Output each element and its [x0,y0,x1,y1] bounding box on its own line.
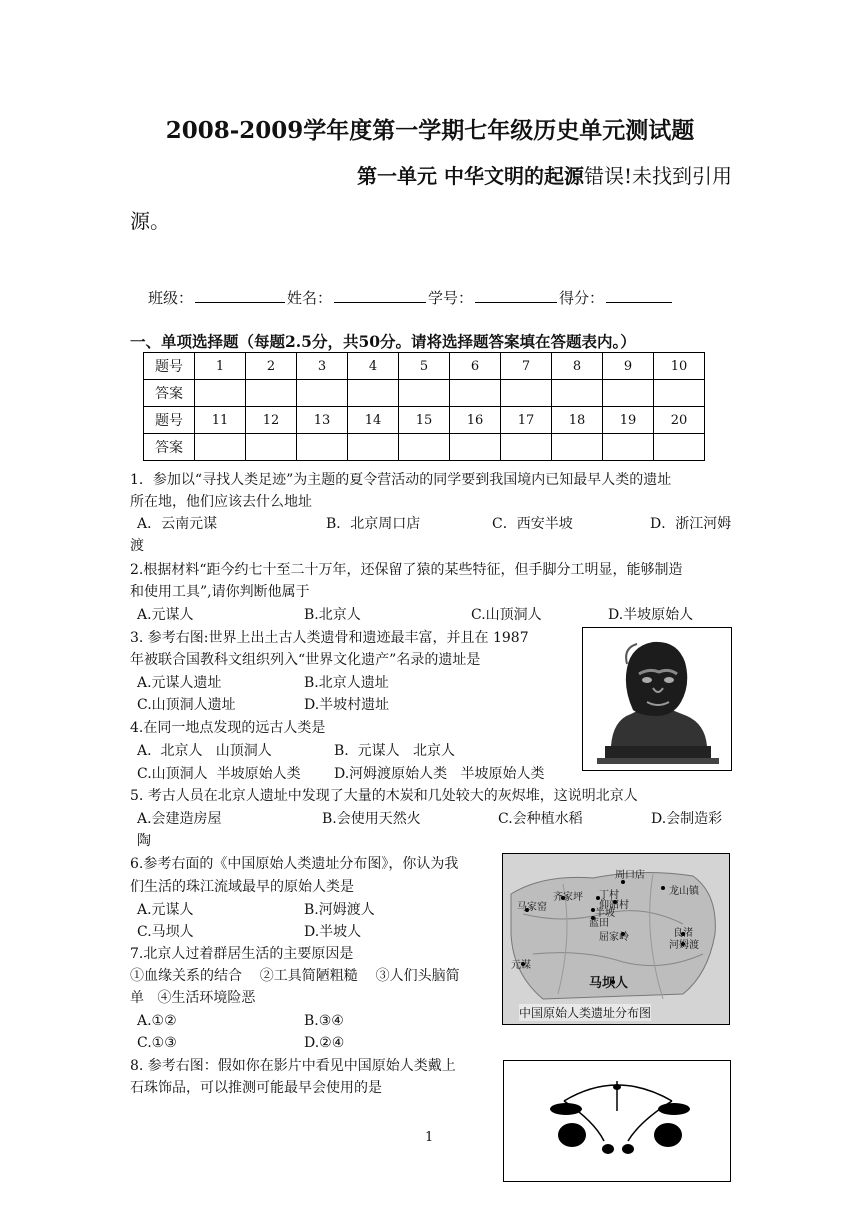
num-cell: 20 [654,407,705,434]
q7-option-a: A.①② [137,1013,177,1029]
num-cell: 2 [246,353,297,380]
q2-option-b: B.北京人 [304,607,361,623]
answer-cell[interactable] [450,380,501,407]
num-cell: 4 [348,353,399,380]
map-label: 马家窑 [517,902,547,913]
q5-option-d-cont: 陶 [137,833,151,849]
question-1-text-cont: 所在地，他们应该去什么地址 [130,494,312,510]
question-7-text: 7.北京人过着群居生活的主要原因是 [130,946,354,962]
unit-subtitle-continuation: 源。 [130,209,170,233]
num-cell: 3 [297,353,348,380]
q7-option-d: D.②④ [304,1035,345,1051]
peking-man-bust-image [582,627,732,771]
answer-cell[interactable] [297,380,348,407]
map-label: 齐家坪 [553,892,583,903]
num-cell: 10 [654,353,705,380]
unit-title: 第一单元 中华文明的起源 [356,164,584,188]
q7-option-b: B.③④ [304,1013,344,1029]
num-cell: 6 [450,353,501,380]
question-3-text-cont: 年被联合国教科文组织列入“世界文化遗产”名录的遗址是 [130,652,481,668]
necklace-icon [504,1061,730,1181]
num-cell: 8 [552,353,603,380]
answer-cell[interactable] [399,434,450,461]
id-blank [475,288,557,303]
q5-option-b: B.会使用天然火 [322,811,421,827]
answer-cell[interactable] [246,434,297,461]
answer-cell[interactable] [348,380,399,407]
q2-option-c: C.山顶洞人 [471,607,542,623]
class-blank [195,288,285,303]
num-cell: 14 [348,407,399,434]
table-row [144,380,705,407]
stone-bead-necklace-image [503,1060,731,1182]
field-error-text: 错误!未找到引用 [583,164,732,188]
q1-option-a: A．云南元谋 [137,516,218,532]
question-2-text: 2.根据材料“距今约七十至二十万年，还保留了猿的某些特征，但手脚分工明显，能够制造 [130,562,683,578]
num-cell: 19 [603,407,654,434]
num-cell: 16 [450,407,501,434]
answer-cell[interactable] [552,380,603,407]
q2-option-d: D.半坡原始人 [608,607,694,623]
num-cell: 17 [501,407,552,434]
bust-icon [583,628,731,770]
q1-option-c: C．西安半坡 [492,516,573,532]
num-cell: 1 [195,353,246,380]
score-label: 得分： [559,289,605,307]
q1-option-d: D．浙江河姆 [650,516,732,532]
map-label: 马坝人 [589,976,629,991]
num-header: 题号 [144,353,195,380]
question-3-text: 3. 参考右图:世界上出土古人类遗骨和遗迹最丰富，并且在 1987 [130,630,529,646]
num-cell: 13 [297,407,348,434]
q5-option-a: A.会建造房屋 [137,811,222,827]
answer-cell[interactable] [603,380,654,407]
q3-option-b: B.北京人遗址 [304,675,389,691]
answer-cell[interactable] [501,434,552,461]
answer-cell[interactable] [501,380,552,407]
answer-cell[interactable] [450,434,501,461]
answer-cell[interactable] [399,380,450,407]
q4-option-b: B. 元谋人 北京人 [334,743,455,759]
map-label: 丁村 [599,890,619,901]
map-label: 元谋 [511,960,531,971]
map-label: 周口店 [615,870,645,881]
map-caption: 中国原始人类遗址分布图 [519,1006,652,1020]
num-cell: 9 [603,353,654,380]
question-4-text: 4.在同一地点发现的远古人类是 [130,720,326,736]
score-blank [606,288,672,303]
num-cell: 11 [195,407,246,434]
question-8-text: 8. 参考右图：假如你在影片中看见中国原始人类戴上 [130,1058,456,1074]
name-blank [334,288,426,303]
q6-option-a: A.元谋人 [137,902,194,918]
num-header: 题号 [144,407,195,434]
q1-option-b: B．北京周口店 [326,516,421,532]
page-title: 2008-2009学年度第一学期七年级历史单元测试题 [165,117,695,144]
q7-option-c: C.①③ [137,1035,177,1051]
answer-cell[interactable] [195,380,246,407]
map-label: 河姆渡 [669,940,699,951]
q5-option-d: D.会制造彩 [651,811,723,827]
map-label: 屈家岭 [599,932,629,943]
answer-cell[interactable] [195,434,246,461]
student-info-line [148,287,674,308]
answer-cell[interactable] [603,434,654,461]
q4-option-d: D.河姆渡原始人类 半坡原始人类 [334,766,545,782]
num-cell: 15 [399,407,450,434]
question-8-text-cont: 石珠饰品，可以推测可能最早会使用的是 [130,1080,382,1096]
num-cell: 5 [399,353,450,380]
question-7-statements: ①血缘关系的结合 ②工具简陋粗糙 ③人们头脑简 [130,968,460,984]
q6-option-c: C.马坝人 [137,924,194,940]
map-label: 龙山镇 [669,886,699,897]
question-6-text-cont: 们生活的珠江流域最早的原始人类是 [130,879,354,895]
q6-option-d: D.半坡人 [304,924,362,940]
q1-option-d-cont: 渡 [130,538,144,554]
answer-cell[interactable] [348,434,399,461]
q3-option-d: D.半坡村遗址 [304,697,390,713]
unit-subtitle [357,160,732,189]
question-2-text-cont: 和使用工具”,请你判断他属于 [130,584,310,600]
question-6-text: 6.参考右面的《中国原始人类遗址分布图》，你认为我 [130,856,459,872]
q4-option-a: A. 北京人 山顶洞人 [137,743,272,759]
id-label: 学号： [428,289,474,307]
table-row [144,353,705,380]
ans-header: 答案 [144,434,195,461]
q3-option-c: C.山顶洞人遗址 [137,697,236,713]
answer-cell[interactable] [246,380,297,407]
q2-option-a: A.元谋人 [137,607,194,623]
question-7-statements-cont: 单 ④生活环境险恶 [130,990,256,1006]
answer-cell[interactable] [552,434,603,461]
map-label: 仰韶村 [599,900,629,911]
question-5-text: 5. 考古人员在北京人遗址中发现了大量的木炭和几处较大的灰烬堆，这说明北京人 [130,788,638,804]
question-1-text: 1．参加以“寻找人类足迹”为主题的夏令营活动的同学要到我国境内已知最早人类的遗址 [130,472,672,488]
ans-header: 答案 [144,380,195,407]
q4-option-c: C.山顶洞人 半坡原始人类 [137,766,301,782]
site-distribution-map [502,853,730,1025]
answer-cell[interactable] [654,434,705,461]
map-label: 蓝田 [589,918,609,929]
num-cell: 7 [501,353,552,380]
table-row [144,434,705,461]
section-heading: 一、单项选择题（每题2.5分，共50分。请将选择题答案填在答题表内。） [130,332,636,351]
page-number: 1 [425,1130,434,1145]
map-label: 良渚 [673,928,693,939]
class-label: 班级： [148,289,194,307]
answer-cell[interactable] [297,434,348,461]
num-cell: 18 [552,407,603,434]
name-label: 姓名： [287,289,333,307]
q3-option-a: A.元谋人遗址 [137,675,222,691]
answer-table [143,352,705,461]
num-cell: 12 [246,407,297,434]
q6-option-b: B.河姆渡人 [304,902,375,918]
answer-cell[interactable] [654,380,705,407]
q5-option-c: C.会种植水稻 [498,811,583,827]
table-row [144,407,705,434]
map-label: 半坡 [595,908,615,919]
